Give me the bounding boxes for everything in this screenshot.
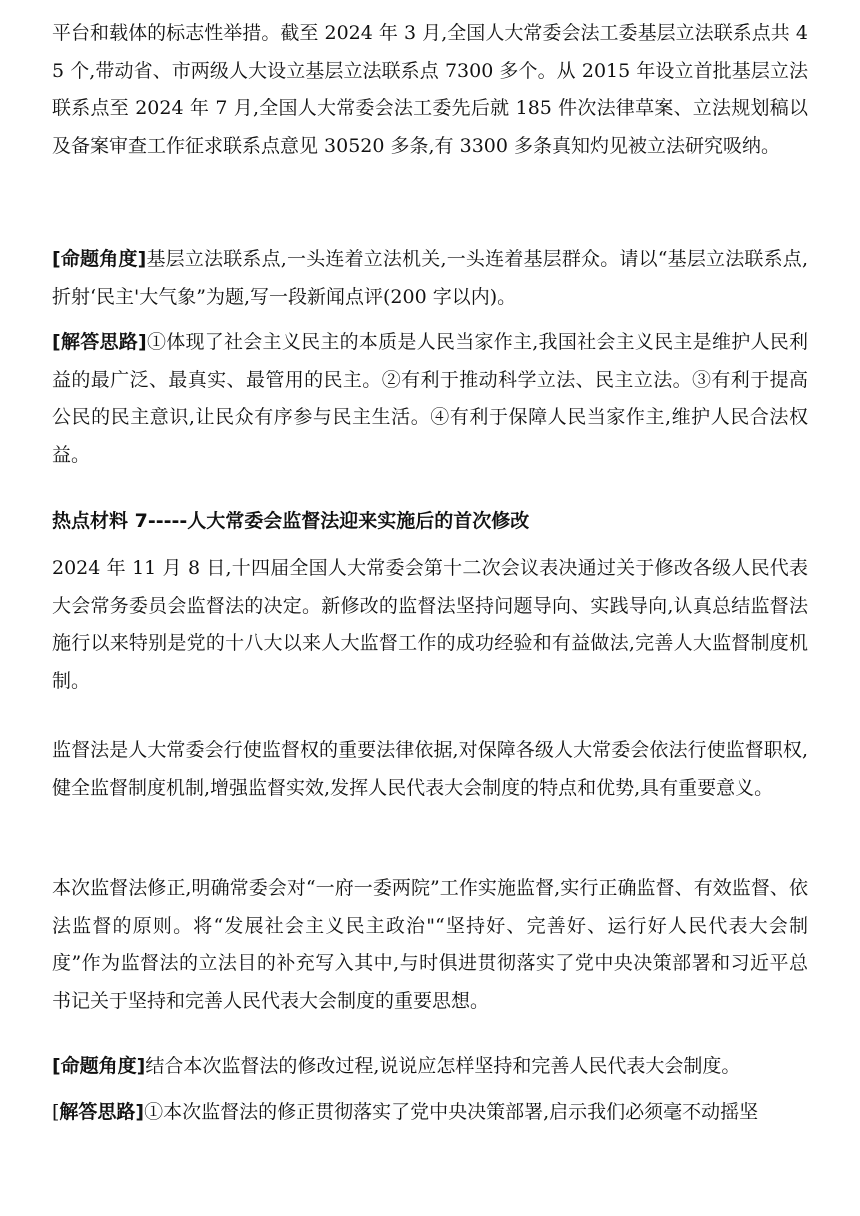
question-angle-text: 结合本次监督法的修改过程,说说应怎样坚持和完善人民代表大会制度。 [145, 1055, 741, 1077]
question-angle-2 [52, 1048, 808, 1086]
question-angle-1 [52, 241, 808, 316]
answer-idea-1 [52, 324, 808, 474]
paragraph-legislative-contact-points: 平台和载体的标志性举措。截至 2024 年 3 月,全国人大常委会法工委基层立法联系点共 45 个,带动省、市两级人大设立基层立法联系点 7300 多个。从 2015 年设立首批基层立法联系点至 2024 年 7 月,全国人大常委会法工委先后就 185 件次法律草案、立法规划稿以及备案审查工作征求联系点意见 30520 多条,有 3300 多条真知灼见被立法研究吸纳。 [52, 22, 808, 157]
answer-idea-tag-bracket: [ [52, 1101, 60, 1123]
question-angle-tag: [命题角度] [52, 248, 147, 270]
question-angle-text: 基层立法联系点,一头连着立法机关,一头连着基层群众。请以“基层立法联系点,折射‘民主'大气象”为题,写一段新闻点评(200 字以内)。 [52, 248, 808, 308]
paragraph-supervision-law-amendment: 2024 年 11 月 8 日,十四届全国人大常委会第十二次会议表决通过关于修改各级人民代表大会常务委员会监督法的决定。新修改的监督法坚持问题导向、实践导向,认真总结监督法施行以来特别是党的十八大以来人大监督工作的成功经验和有益做法,完善人大监督制度机制。 [52, 557, 808, 692]
hot-topic-heading: 热点材料 7-----人大常委会监督法迎来实施后的首次修改 [52, 510, 530, 532]
answer-idea-text: ①体现了社会主义民主的本质是人民当家作主,我国社会主义民主是维护人民利益的最广泛、最真实、最管用的民主。②有利于推动科学立法、民主立法。③有利于提高公民的民主意识,让民众有序参与民主生活。④有利于保障人民当家作主,维护人民合法权益。 [52, 331, 809, 466]
question-angle-tag: [命题角度] [52, 1055, 146, 1077]
paragraph-supervision-law-significance: 监督法是人大常委会行使监督权的重要法律依据,对保障各级人大常委会依法行使监督职权,健全监督制度机制,增强监督实效,发挥人民代表大会制度的特点和优势,具有重要意义。 [52, 739, 808, 799]
answer-idea-text: ①本次监督法的修正贯彻落实了党中央决策部署,启示我们必须毫不动摇坚 [144, 1101, 759, 1123]
answer-idea-tag: [解答思路] [52, 331, 147, 353]
answer-idea-tag: 解答思路] [59, 1101, 145, 1123]
answer-idea-2 [52, 1094, 808, 1132]
paragraph-supervision-law-revision: 本次监督法修正,明确常委会对“一府一委两院”工作实施监督,实行正确监督、有效监督、依法监督的原则。将“发展社会主义民主政治"“坚持好、完善好、运行好人民代表大会制度”作为监督法的立法目的补充写入其中,与时俱进贯彻落实了党中央决策部署和习近平总书记关于坚持和完善人民代表大会制度的重要思想。 [52, 877, 808, 1012]
